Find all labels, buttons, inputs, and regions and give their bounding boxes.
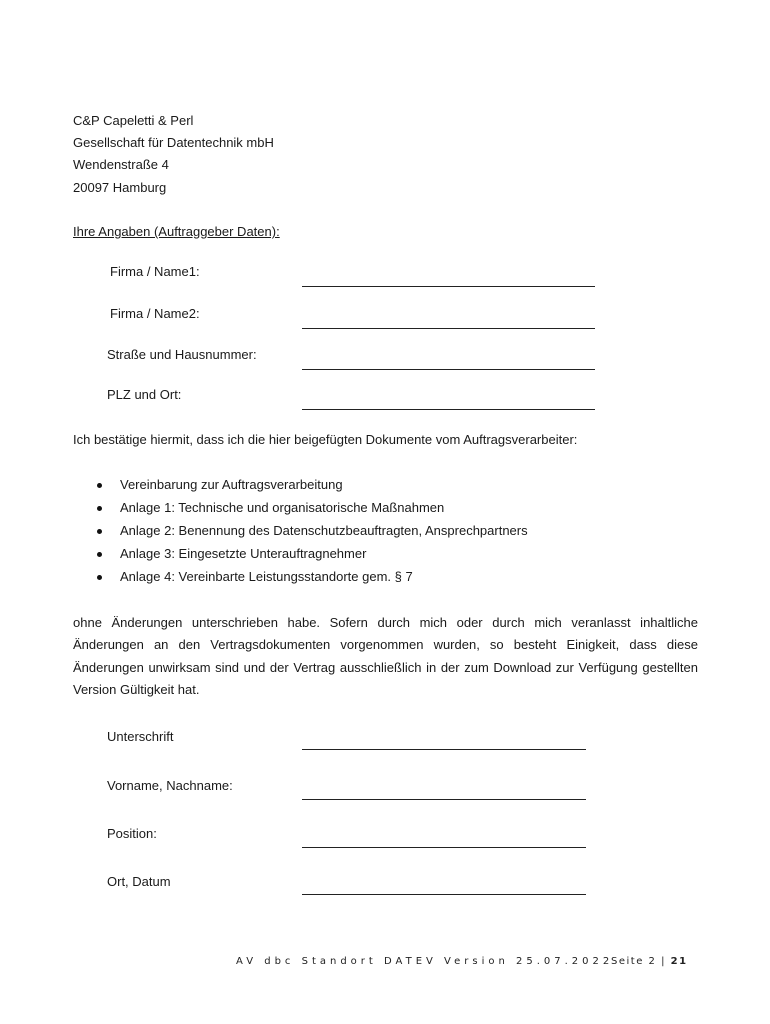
bullet-icon (97, 529, 102, 534)
document-item-1: Vereinbarung zur Auftragsverarbeitung (120, 477, 343, 492)
bullet-icon (97, 483, 102, 488)
confirmation-intro: Ich bestätige hiermit, dass ich die hier beigefügten Dokumente vom Auftragsverarbeiter: (73, 432, 578, 447)
company-subtitle: Gesellschaft für Datentechnik mbH (73, 135, 274, 150)
company-street: Wendenstraße 4 (73, 157, 169, 172)
field-label-strasse: Straße und Hausnummer: (107, 347, 257, 362)
position-line[interactable] (302, 847, 586, 848)
name-line[interactable] (302, 799, 586, 800)
page-prefix: Seite 2 | (611, 956, 671, 967)
confirmation-text: ohne Änderungen unterschrieben habe. Sofern durch mich oder durch mich veranlasst inhaltliche Änderungen an den Vertragsdokumenten vorgenommen wurden, so besteht Einigkeit, dass diese Änderungen unwirksam sind und der Vertrag ausschließlich in der zum Download zur Verfügung gestellten Version Gültigkeit hat. (73, 615, 698, 697)
document-item-5: Anlage 4: Vereinbarte Leistungsstandorte gem. § 7 (120, 569, 413, 584)
footer-page-number (611, 956, 688, 967)
bullet-icon (97, 575, 102, 580)
document-item-2: Anlage 1: Technische und organisatorische Maßnahmen (120, 500, 445, 515)
place-date-line[interactable] (302, 894, 586, 895)
name-label: Vorname, Nachname: (107, 778, 233, 793)
field-line-plz-ort[interactable] (302, 409, 595, 410)
bullet-icon (97, 552, 102, 557)
signature-line[interactable] (302, 749, 586, 750)
company-city: 20097 Hamburg (73, 180, 167, 195)
company-name: C&P Capeletti & Perl (73, 113, 194, 128)
field-label-firma-name1: Firma / Name1: (110, 264, 200, 279)
footer-doc-info: AV dbc Standort DATEV Version 25.07.2022 (236, 956, 614, 967)
page-total: 21 (670, 956, 688, 967)
signature-label: Unterschrift (107, 729, 174, 744)
field-line-firma-name2[interactable] (302, 328, 595, 329)
place-date-label: Ort, Datum (107, 874, 171, 889)
section-heading: Ihre Angaben (Auftraggeber Daten): (73, 224, 280, 239)
field-label-firma-name2: Firma / Name2: (110, 306, 200, 321)
bullet-icon (97, 506, 102, 511)
document-item-3: Anlage 2: Benennung des Datenschutzbeauftragten, Ansprechpartners (120, 523, 528, 538)
position-label: Position: (107, 826, 157, 841)
field-label-plz-ort: PLZ und Ort: (107, 387, 182, 402)
document-item-4: Anlage 3: Eingesetzte Unterauftragnehmer (120, 546, 367, 561)
field-line-strasse[interactable] (302, 369, 595, 370)
field-line-firma-name1[interactable] (302, 286, 595, 287)
